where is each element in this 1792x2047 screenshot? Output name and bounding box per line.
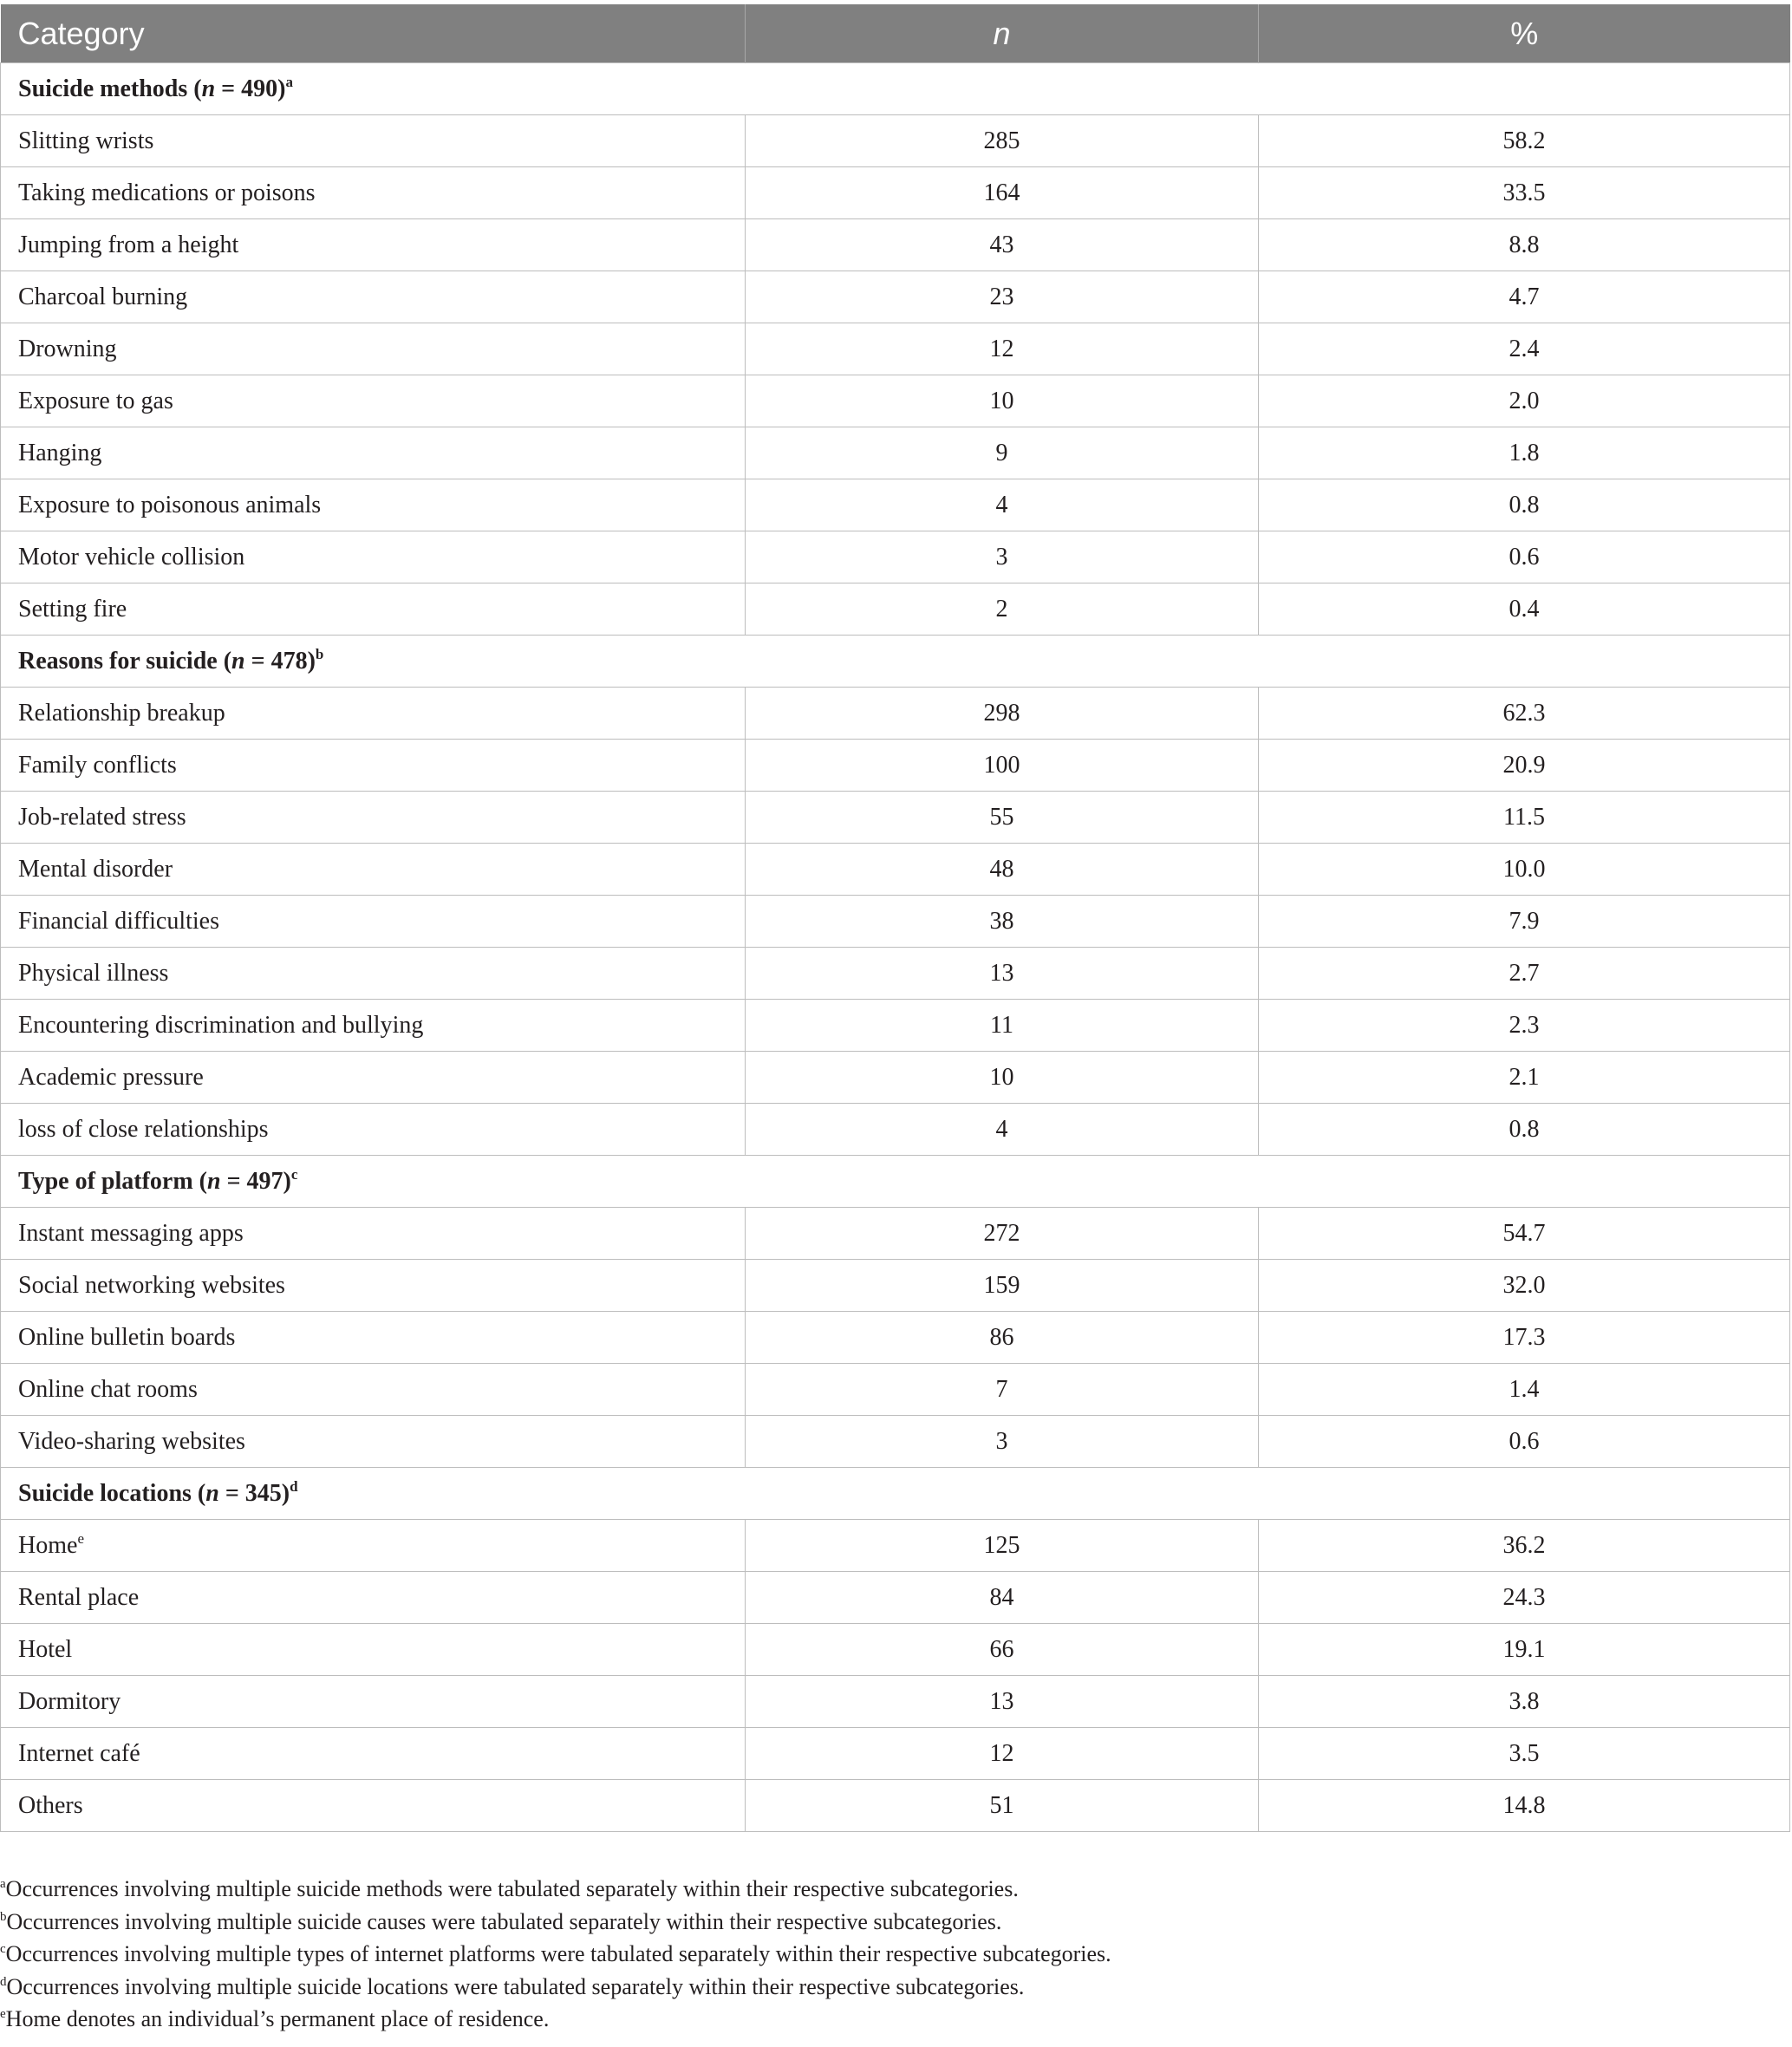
row-label: Setting fire — [18, 595, 127, 623]
section-title — [1, 636, 1790, 688]
row-n: 12 — [746, 1728, 1259, 1780]
table-row — [1, 1052, 1790, 1104]
table-row — [1, 1520, 1790, 1572]
row-category — [1, 1624, 746, 1676]
row-category — [1, 1000, 746, 1052]
row-category — [1, 1208, 746, 1260]
table-row — [1, 115, 1790, 167]
table-footnotes — [0, 1873, 1786, 2036]
row-label: Motor vehicle collision — [18, 543, 245, 570]
row-category — [1, 271, 746, 323]
data-table — [0, 4, 1790, 1832]
section-title-n: n — [201, 75, 216, 102]
row-n: 2 — [746, 583, 1259, 636]
row-n: 51 — [746, 1780, 1259, 1832]
row-category — [1, 1780, 746, 1832]
row-label: Exposure to gas — [18, 387, 173, 414]
row-n: 3 — [746, 531, 1259, 583]
row-n: 10 — [746, 1052, 1259, 1104]
row-label: Video-sharing websites — [18, 1427, 245, 1455]
table-row — [1, 1208, 1790, 1260]
row-percent: 20.9 — [1259, 740, 1790, 792]
row-category — [1, 531, 746, 583]
section-title-suffix: = 497) — [220, 1167, 291, 1195]
row-label: Dormitory — [18, 1687, 121, 1715]
section-title-suffix: = 345) — [218, 1479, 290, 1507]
header-category: Category — [1, 4, 746, 63]
row-category — [1, 115, 746, 167]
row-n: 55 — [746, 792, 1259, 844]
row-n: 4 — [746, 1104, 1259, 1156]
row-n: 164 — [746, 167, 1259, 219]
row-category — [1, 1572, 746, 1624]
row-label: Job-related stress — [18, 803, 186, 831]
row-n: 100 — [746, 740, 1259, 792]
header-n: n — [746, 4, 1259, 63]
footnote-text: Occurrences involving multiple suicide methods were tabulated separately within their respective subcategories. — [5, 1876, 1019, 1901]
row-n: 9 — [746, 427, 1259, 479]
section-title-prefix: Suicide methods ( — [18, 75, 202, 102]
footnote-text: Occurrences involving multiple suicide causes were tabulated separately within their respective subcategories. — [6, 1908, 1002, 1934]
row-percent: 2.0 — [1259, 375, 1790, 427]
row-percent: 14.8 — [1259, 1780, 1790, 1832]
row-category — [1, 583, 746, 636]
row-category — [1, 1728, 746, 1780]
section-title-prefix: Suicide locations ( — [18, 1479, 206, 1507]
row-n: 23 — [746, 271, 1259, 323]
row-percent: 0.6 — [1259, 1416, 1790, 1468]
table-row — [1, 1260, 1790, 1312]
row-percent: 32.0 — [1259, 1260, 1790, 1312]
row-n: 84 — [746, 1572, 1259, 1624]
footnote-mark: d — [0, 1974, 7, 1989]
row-n: 43 — [746, 219, 1259, 271]
row-n: 4 — [746, 479, 1259, 531]
row-percent: 17.3 — [1259, 1312, 1790, 1364]
section-note-mark: c — [290, 1165, 298, 1183]
row-category — [1, 1520, 746, 1572]
row-category — [1, 219, 746, 271]
row-category — [1, 1364, 746, 1416]
row-label: Rental place — [18, 1583, 140, 1611]
table-row — [1, 948, 1790, 1000]
row-label: Drowning — [18, 335, 117, 362]
section-header-row — [1, 1468, 1790, 1520]
table-row — [1, 1676, 1790, 1728]
table-row — [1, 1312, 1790, 1364]
row-label: Slitting wrists — [18, 127, 154, 154]
section-title-suffix: = 490) — [215, 75, 286, 102]
row-label: Instant messaging apps — [18, 1219, 244, 1247]
table-row — [1, 1104, 1790, 1156]
row-label: Charcoal burning — [18, 283, 188, 310]
row-n: 48 — [746, 844, 1259, 896]
section-header-row — [1, 1156, 1790, 1208]
row-category — [1, 688, 746, 740]
row-label: Mental disorder — [18, 855, 173, 883]
section-title-suffix: = 478) — [244, 647, 316, 675]
row-label: Academic pressure — [18, 1063, 204, 1091]
footnote-text: Occurrences involving multiple types of internet platforms were tabulated separately within their respective subcategories. — [5, 1941, 1111, 1966]
row-category — [1, 740, 746, 792]
table-row — [1, 1624, 1790, 1676]
section-header-row — [1, 636, 1790, 688]
table-row — [1, 1572, 1790, 1624]
row-percent: 19.1 — [1259, 1624, 1790, 1676]
table-row — [1, 219, 1790, 271]
row-n: 285 — [746, 115, 1259, 167]
footnote-mark: c — [0, 1942, 6, 1956]
table-row — [1, 479, 1790, 531]
section-title-prefix: Reasons for suicide ( — [18, 647, 232, 675]
row-percent: 33.5 — [1259, 167, 1790, 219]
row-percent: 0.8 — [1259, 479, 1790, 531]
section-note-mark: a — [285, 73, 293, 90]
section-note-mark: b — [315, 645, 324, 662]
row-n: 11 — [746, 1000, 1259, 1052]
section-title — [1, 1156, 1790, 1208]
row-category — [1, 844, 746, 896]
row-category — [1, 1676, 746, 1728]
section-note-mark: d — [290, 1477, 298, 1495]
row-percent: 3.5 — [1259, 1728, 1790, 1780]
footnote-mark: b — [0, 1909, 7, 1924]
row-n: 272 — [746, 1208, 1259, 1260]
footnote — [0, 1971, 1786, 2004]
row-note-mark: e — [77, 1529, 84, 1547]
table-row — [1, 1728, 1790, 1780]
row-percent: 11.5 — [1259, 792, 1790, 844]
row-label: loss of close relationships — [18, 1115, 269, 1143]
row-percent: 3.8 — [1259, 1676, 1790, 1728]
row-category — [1, 1312, 746, 1364]
row-label: Online chat rooms — [18, 1375, 198, 1403]
row-category — [1, 323, 746, 375]
row-label: Financial difficulties — [18, 907, 219, 935]
row-label: Exposure to poisonous animals — [18, 491, 322, 518]
table-row — [1, 427, 1790, 479]
header-percent: % — [1259, 4, 1790, 63]
row-label: Social networking websites — [18, 1271, 285, 1299]
table-row — [1, 896, 1790, 948]
row-percent: 54.7 — [1259, 1208, 1790, 1260]
row-percent: 36.2 — [1259, 1520, 1790, 1572]
row-label: Online bulletin boards — [18, 1323, 236, 1351]
row-n: 159 — [746, 1260, 1259, 1312]
row-percent: 7.9 — [1259, 896, 1790, 948]
row-n: 86 — [746, 1312, 1259, 1364]
row-n: 10 — [746, 375, 1259, 427]
row-label: Physical illness — [18, 959, 169, 987]
row-percent: 0.8 — [1259, 1104, 1790, 1156]
table-row — [1, 375, 1790, 427]
row-n: 13 — [746, 948, 1259, 1000]
table-row — [1, 1780, 1790, 1832]
section-title-prefix: Type of platform ( — [18, 1167, 207, 1195]
table-row — [1, 271, 1790, 323]
row-label: Internet café — [18, 1739, 140, 1767]
row-category — [1, 479, 746, 531]
table-row — [1, 792, 1790, 844]
table-body — [1, 63, 1790, 1832]
row-percent: 2.3 — [1259, 1000, 1790, 1052]
footnote — [0, 2003, 1786, 2036]
table-row — [1, 583, 1790, 636]
table-row — [1, 323, 1790, 375]
section-title-n: n — [207, 1167, 221, 1195]
row-category — [1, 948, 746, 1000]
section-title — [1, 1468, 1790, 1520]
row-n: 38 — [746, 896, 1259, 948]
row-label: Jumping from a height — [18, 231, 239, 258]
section-title — [1, 63, 1790, 115]
table-row — [1, 1416, 1790, 1468]
section-title-n: n — [231, 647, 245, 675]
row-percent: 0.6 — [1259, 531, 1790, 583]
table-row — [1, 167, 1790, 219]
row-label: Hotel — [18, 1635, 73, 1663]
row-label: Encountering discrimination and bullying — [18, 1011, 424, 1039]
row-percent: 2.4 — [1259, 323, 1790, 375]
row-label: Home — [18, 1531, 78, 1559]
row-category — [1, 1104, 746, 1156]
row-label: Family conflicts — [18, 751, 177, 779]
row-label: Hanging — [18, 439, 102, 466]
table-row — [1, 1000, 1790, 1052]
table-header-row — [1, 4, 1790, 63]
row-percent: 2.1 — [1259, 1052, 1790, 1104]
table-row — [1, 688, 1790, 740]
row-category — [1, 896, 746, 948]
row-percent: 10.0 — [1259, 844, 1790, 896]
footnote — [0, 1906, 1786, 1939]
row-n: 13 — [746, 1676, 1259, 1728]
row-n: 3 — [746, 1416, 1259, 1468]
row-percent: 1.4 — [1259, 1364, 1790, 1416]
row-category — [1, 427, 746, 479]
row-category — [1, 375, 746, 427]
row-percent: 1.8 — [1259, 427, 1790, 479]
table-row — [1, 531, 1790, 583]
table-row — [1, 844, 1790, 896]
table-row — [1, 740, 1790, 792]
data-table-container — [0, 4, 1789, 1832]
footnote-text: Home denotes an individual’s permanent place of residence. — [5, 2006, 550, 2031]
row-percent: 62.3 — [1259, 688, 1790, 740]
row-category — [1, 1416, 746, 1468]
footnote-mark: a — [0, 1877, 6, 1891]
row-n: 125 — [746, 1520, 1259, 1572]
footnote — [0, 1873, 1786, 1906]
row-n: 7 — [746, 1364, 1259, 1416]
row-percent: 58.2 — [1259, 115, 1790, 167]
footnote-mark: e — [0, 2007, 6, 2021]
section-header-row — [1, 63, 1790, 115]
row-n: 66 — [746, 1624, 1259, 1676]
row-n: 12 — [746, 323, 1259, 375]
row-percent: 0.4 — [1259, 583, 1790, 636]
row-category — [1, 1052, 746, 1104]
row-category — [1, 167, 746, 219]
row-label: Taking medications or poisons — [18, 179, 316, 206]
row-category — [1, 1260, 746, 1312]
footnote-text: Occurrences involving multiple suicide locations were tabulated separately within their respective subcategories. — [6, 1973, 1025, 1999]
row-n: 298 — [746, 688, 1259, 740]
row-label: Relationship breakup — [18, 699, 225, 727]
row-category — [1, 792, 746, 844]
footnote — [0, 1938, 1786, 1971]
table-row — [1, 1364, 1790, 1416]
row-label: Others — [18, 1791, 83, 1819]
row-percent: 2.7 — [1259, 948, 1790, 1000]
row-percent: 8.8 — [1259, 219, 1790, 271]
row-percent: 4.7 — [1259, 271, 1790, 323]
row-percent: 24.3 — [1259, 1572, 1790, 1624]
section-title-n: n — [205, 1479, 219, 1507]
